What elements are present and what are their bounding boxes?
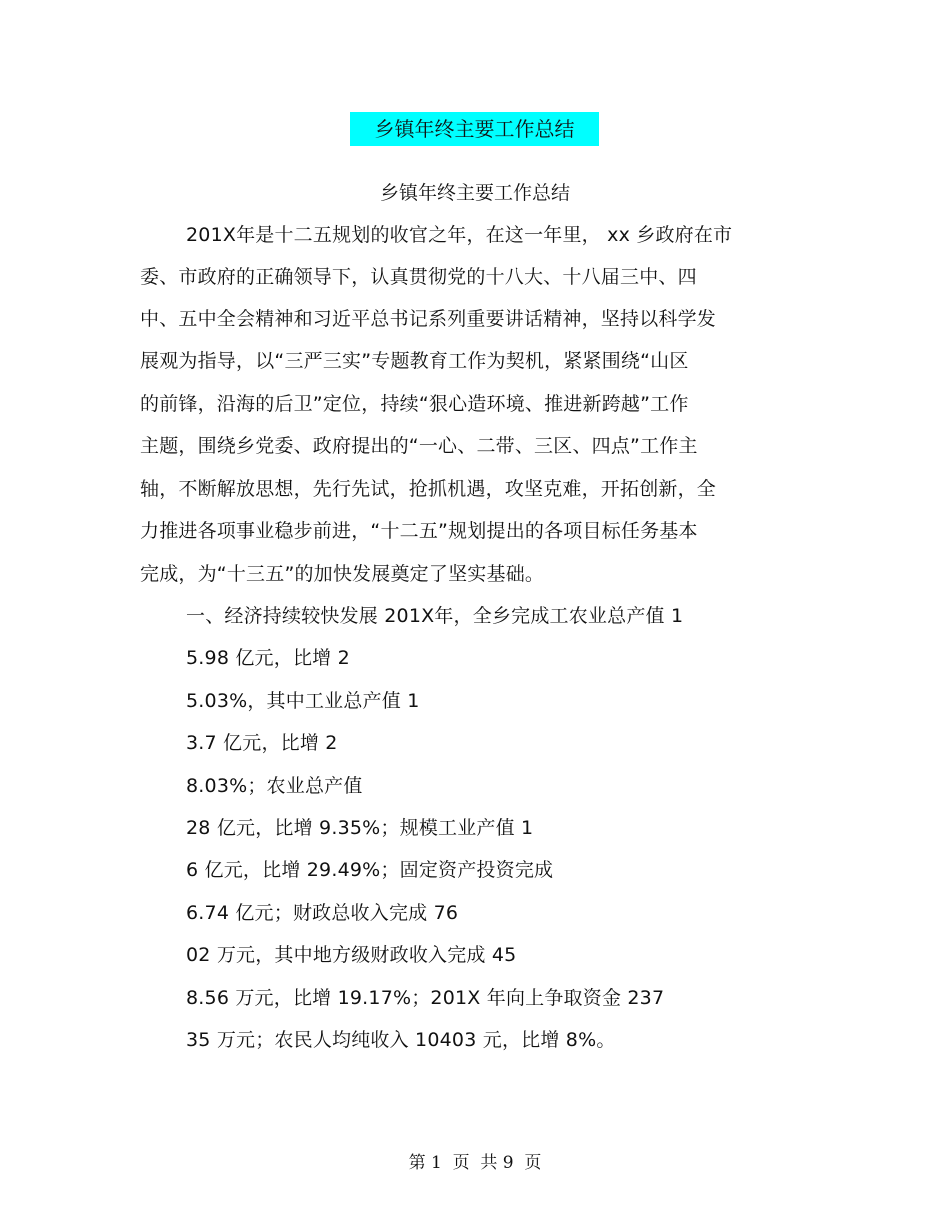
section-line: 一、经济持续较快发展 201X年，全乡完成工农业总产值 1 <box>186 605 684 627</box>
section-line: 8.03%；农业总产值 <box>186 775 363 797</box>
section-line: 5.98 亿元，比增 2 <box>186 647 350 669</box>
page-number: 第 1 页 共 9 页 <box>408 1153 542 1173</box>
section-line: 8.56 万元，比增 19.17%；201X 年向上争取资金 237 <box>186 987 665 1009</box>
paragraph-line: 轴，不断解放思想，先行先试，抢抓机遇，攻坚克难，开拓创新，全 <box>140 478 717 500</box>
section-line: 35 万元；农民人均纯收入 10403 元，比增 8%。 <box>186 1029 616 1051</box>
section-line: 5.03%，其中工业总产值 1 <box>186 690 420 712</box>
section-line: 28 亿元，比增 9.35%；规模工业产值 1 <box>186 817 534 839</box>
section-line: 6.74 亿元；财政总收入完成 76 <box>186 902 459 924</box>
section-line: 3.7 亿元，比增 2 <box>186 732 338 754</box>
document-title: 乡镇年终主要工作总结 <box>350 112 599 146</box>
paragraph-line: 委、市政府的正确领导下，认真贯彻党的十八大、十八届三中、四 <box>140 266 697 288</box>
paragraph-line: 展观为指导，以“三严三实”专题教育工作为契机，紧紧围绕“山区 <box>140 350 689 372</box>
document-subtitle: 乡镇年终主要工作总结 <box>379 182 570 204</box>
paragraph-line: 完成，为“十三五”的加快发展奠定了坚实基础。 <box>140 563 545 585</box>
paragraph-line: 201X年是十二五规划的收官之年，在这一年里， xx 乡政府在市 <box>186 224 733 246</box>
paragraph-line: 的前锋，沿海的后卫”定位，持续“狠心造环境、推进新跨越”工作 <box>140 393 689 415</box>
section-line: 02 万元，其中地方级财政收入完成 45 <box>186 944 517 966</box>
paragraph-line: 力推进各项事业稳步前进，“十二五”规划提出的各项目标任务基本 <box>140 520 698 542</box>
paragraph-line: 主题，围绕乡党委、政府提出的“一心、二带、三区、四点”工作主 <box>140 435 698 457</box>
section-line: 6 亿元，比增 29.49%；固定资产投资完成 <box>186 859 554 881</box>
paragraph-line: 中、五中全会精神和习近平总书记系列重要讲话精神，坚持以科学发 <box>140 308 717 330</box>
